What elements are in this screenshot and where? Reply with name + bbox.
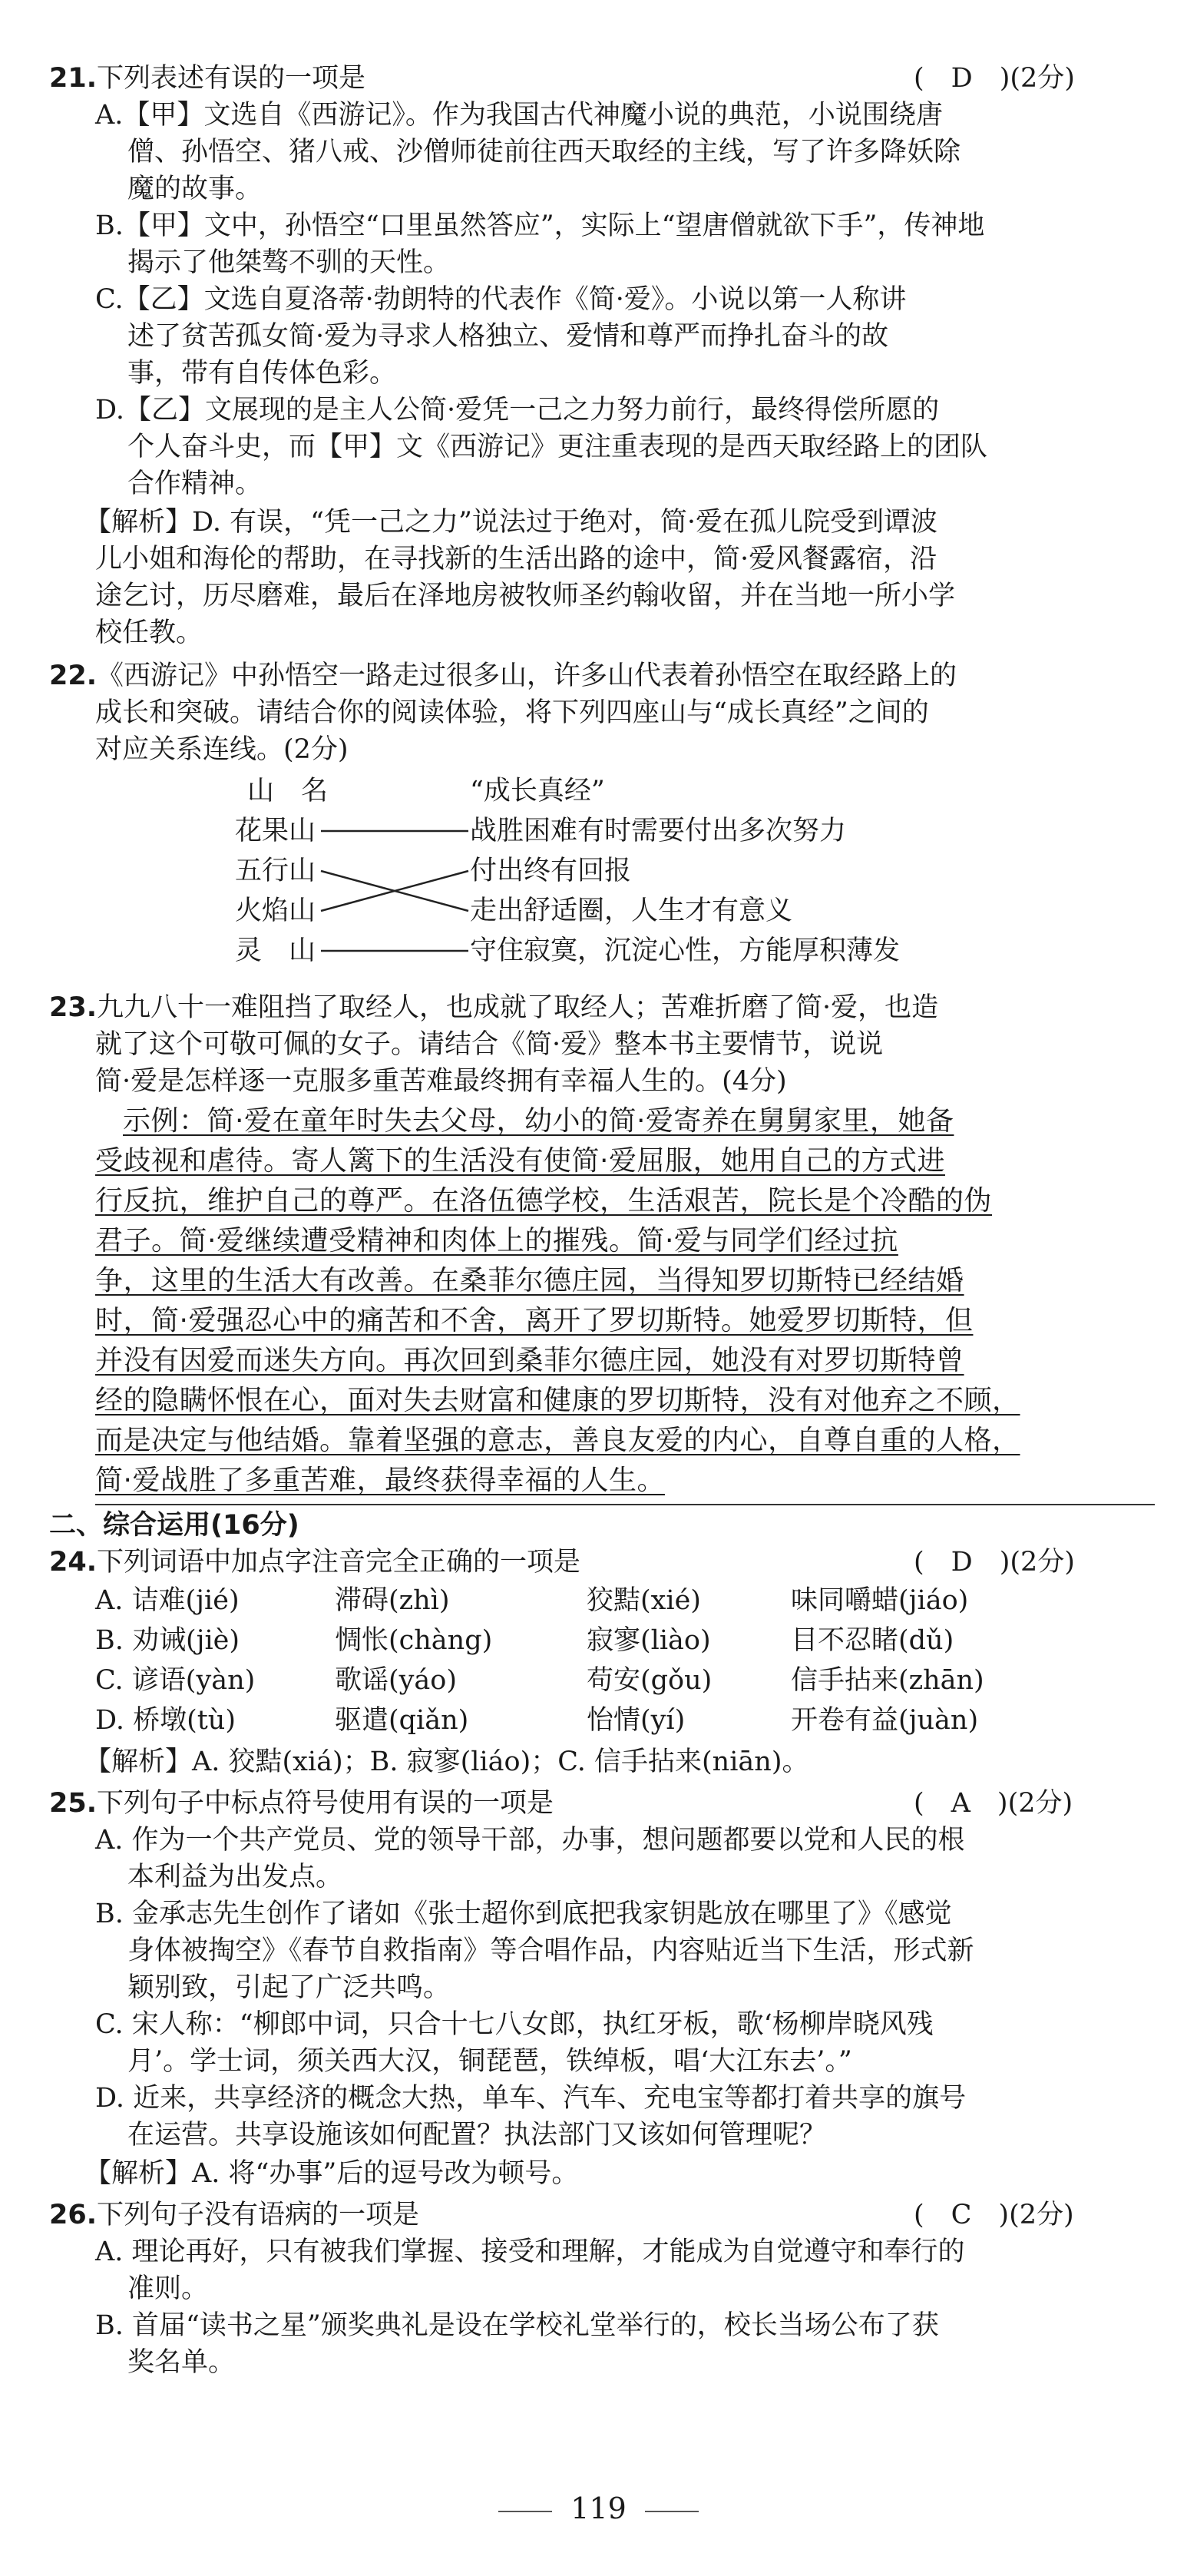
question-number: 24. bbox=[49, 1547, 98, 1578]
question-text: 九九八十一难阻挡了取经人，也成就了取经人；苦难折磨了简·爱，也造 bbox=[97, 992, 939, 1023]
option-line: 身体被掏空》《春节自救指南》等合唱作品，内容贴近当下生活，形式新 bbox=[127, 1935, 974, 1966]
truth-1: 战胜困难有时需要付出多次努力 bbox=[470, 816, 847, 846]
option-cell: 狡黠(xié) bbox=[587, 1585, 701, 1616]
footer-dash bbox=[645, 2511, 699, 2512]
option-line: 在运营。共享设施该如何配置？执法部门又该如何管理呢？ bbox=[127, 2120, 827, 2151]
q21-answer: ( D )(2分) bbox=[914, 63, 1075, 94]
option-cell: 开卷有益(juàn) bbox=[791, 1705, 979, 1736]
option-line: 述了贫苦孤女简·爱为寻求人格独立、爱情和尊严而挣扎奋斗的故 bbox=[127, 321, 889, 352]
option-cell: 怡情(yí) bbox=[587, 1705, 686, 1736]
page-number: 119 bbox=[570, 2492, 627, 2525]
question-number: 25. bbox=[49, 1788, 98, 1819]
analysis-line: 儿小姐和海伦的帮助，在寻找新的生活出路的途中，简·爱风餐露宿，沿 bbox=[95, 544, 937, 574]
question-number: 26. bbox=[49, 2200, 98, 2230]
matching-right-header: “成长真经” bbox=[470, 776, 605, 806]
section-heading: 二、综合运用(16分) bbox=[49, 1510, 299, 1541]
option-cell: 味同嚼蜡(jiáo) bbox=[791, 1585, 969, 1616]
option-cell: 寂寥(liào) bbox=[587, 1625, 711, 1656]
question-number: 22. bbox=[49, 661, 98, 691]
option-line: B. 金承志先生创作了诸如《张士超你到底把我家钥匙放在哪里了》《感觉 bbox=[95, 1899, 952, 1929]
handwritten-answer-line: 并没有因爱而迷失方向。再次回到桑菲尔德庄园，她没有对罗切斯特曾 bbox=[95, 1345, 964, 1376]
analysis-line: 校任教。 bbox=[95, 618, 203, 648]
mountain-wuxingshan: 五行山 bbox=[235, 856, 316, 886]
option-cell: 惆怅(chàng) bbox=[335, 1625, 493, 1656]
handwritten-answer-line: 经的隐瞒怀恨在心，面对失去财富和健康的罗切斯特，没有对他弃之不顾， bbox=[95, 1385, 1020, 1416]
option-line: D. 近来，共享经济的概念大热，单车、汽车、充电宝等都打着共享的旗号 bbox=[95, 2083, 967, 2114]
option-line: A. 作为一个共产党员、党的领导干部，办事，想问题都要以党和人民的根 bbox=[95, 1825, 965, 1856]
q23-stem bbox=[49, 991, 938, 1025]
q26-stem bbox=[49, 2198, 419, 2232]
option-line: A. 理论再好，只有被我们掌握、接受和理解，才能成为自觉遵守和奉行的 bbox=[95, 2237, 965, 2267]
question-number: 23. bbox=[49, 992, 98, 1023]
question-text: 对应关系连线。(2分) bbox=[95, 734, 349, 765]
question-number: 21. bbox=[49, 63, 98, 94]
handwritten-answer-line: 君子。简·爱继续遭受精神和肉体上的摧残。简·爱与同学们经过抗 bbox=[95, 1225, 898, 1257]
question-text: 《西游记》中孙悟空一路走过很多山，许多山代表着孙悟空在取经路上的 bbox=[97, 661, 957, 691]
analysis-line: 途乞讨，历尽磨难，最后在泽地房被牧师圣约翰收留，并在当地一所小学 bbox=[95, 581, 956, 611]
option-line: 魔的故事。 bbox=[127, 174, 263, 204]
truth-3: 走出舒适圈，人生才有意义 bbox=[470, 896, 793, 926]
question-text: 就了这个可敬可佩的女子。请结合《简·爱》整本书主要情节，说说 bbox=[95, 1029, 884, 1060]
mountain-lingshan: 灵 山 bbox=[235, 935, 316, 966]
option-line: A.【甲】文选自《西游记》。作为我国古代神魔小说的典范，小说围绕唐 bbox=[95, 100, 943, 131]
handwritten-answer-line: 行反抗，维护自己的尊严。在洛伍德学校，生活艰苦，院长是个冷酷的伪 bbox=[95, 1185, 993, 1217]
option-line: 月’。学士词，须关西大汉，铜琵琶，铁绰板，唱‘大江东去’。” bbox=[127, 2046, 852, 2077]
option-line: B. 首届“读书之星”颁奖典礼是设在学校礼堂举行的，校长当场公布了获 bbox=[95, 2310, 939, 2341]
option-cell: C. 谚语(yàn) bbox=[95, 1665, 256, 1696]
option-cell: D. 桥墩(tù) bbox=[95, 1705, 236, 1736]
option-line: 本利益为出发点。 bbox=[127, 1862, 343, 1892]
answer-underline bbox=[95, 1504, 1155, 1505]
analysis-line: 【解析】A. 狡黠(xiá)；B. 寂寥(liáo)；C. 信手拈来(niān)。 bbox=[84, 1747, 809, 1777]
option-cell: 滞碍(zhì) bbox=[335, 1585, 450, 1616]
option-line: 个人奋斗史，而【甲】文《西游记》更注重表现的是西天取经路上的团队 bbox=[127, 432, 988, 462]
question-text: 下列表述有误的一项是 bbox=[97, 63, 366, 94]
option-line: C. 宋人称：“柳郎中词，只合十七八女郎，执红牙板，歌‘杨柳岸晓风残 bbox=[95, 2009, 934, 2040]
handwritten-answer-line: 示例：简·爱在童年时失去父母，幼小的简·爱寄养在舅舅家里，她备 bbox=[123, 1105, 954, 1137]
q25-stem bbox=[49, 1786, 554, 1820]
question-text: 下列句子没有语病的一项是 bbox=[97, 2200, 420, 2230]
q26-answer: ( C )(2分) bbox=[914, 2200, 1074, 2230]
handwritten-answer-line: 受歧视和虐待。寄人篱下的生活没有使简·爱屈服，她用自己的方式进 bbox=[95, 1145, 945, 1177]
option-cell: A. 诘难(jié) bbox=[95, 1585, 240, 1616]
handwritten-answer-line: 而是决定与他结婚。靠着坚强的意志，善良友爱的内心，自尊自重的人格， bbox=[95, 1425, 1020, 1456]
option-line: C.【乙】文选自夏洛蒂·勃朗特的代表作《简·爱》。小说以第一人称讲 bbox=[95, 284, 907, 315]
handwritten-answer-line: 简·爱战胜了多重苦难，最终获得幸福的人生。 bbox=[95, 1465, 665, 1496]
option-cell: 歌谣(yáo) bbox=[335, 1665, 458, 1696]
q25-answer: ( A )(2分) bbox=[914, 1788, 1073, 1819]
q24-stem bbox=[49, 1545, 580, 1579]
option-cell: 苟安(gǒu) bbox=[587, 1665, 713, 1696]
option-cell: 驱遣(qiǎn) bbox=[335, 1705, 469, 1736]
analysis-line: 【解析】A. 将“办事”后的逗号改为顿号。 bbox=[84, 2158, 579, 2189]
truth-2: 付出终有回报 bbox=[470, 856, 632, 886]
footer-dash bbox=[498, 2511, 552, 2512]
option-line: 僧、孙悟空、猪八戒、沙僧师徒前往西天取经的主线，写了许多降妖除 bbox=[127, 137, 961, 167]
page-number-footer bbox=[0, 2492, 1197, 2525]
option-line: 揭示了他桀骜不驯的天性。 bbox=[127, 247, 451, 278]
option-line: B.【甲】文中，孙悟空“口里虽然答应”，实际上“望唐僧就欲下手”，传神地 bbox=[95, 210, 985, 241]
q24-answer: ( D )(2分) bbox=[914, 1547, 1075, 1578]
option-line: 准则。 bbox=[127, 2273, 209, 2304]
option-cell: 目不忍睹(dǔ) bbox=[791, 1625, 954, 1656]
question-text: 下列词语中加点字注音完全正确的一项是 bbox=[97, 1547, 581, 1578]
option-line: 奖名单。 bbox=[127, 2347, 236, 2378]
question-text: 下列句子中标点符号使用有误的一项是 bbox=[97, 1788, 554, 1819]
mountain-huoyanshan: 火焰山 bbox=[235, 896, 316, 926]
option-line: D.【乙】文展现的是主人公简·爱凭一己之力努力前行，最终得偿所愿的 bbox=[95, 395, 940, 425]
question-text: 简·爱是怎样逐一克服多重苦难最终拥有幸福人生的。(4分) bbox=[95, 1066, 787, 1097]
option-line: 事，带有自传体色彩。 bbox=[127, 358, 397, 389]
option-cell: B. 劝诫(jiè) bbox=[95, 1625, 240, 1656]
matching-left-header: 山 名 bbox=[247, 776, 329, 806]
analysis-line: 【解析】D. 有误，“凭一己之力”说法过于绝对，简·爱在孤儿院受到谭波 bbox=[84, 507, 937, 538]
question-text: 成长和突破。请结合你的阅读体验，将下列四座山与“成长真经”之间的 bbox=[95, 697, 929, 728]
option-line: 颖别致，引起了广泛共鸣。 bbox=[127, 1972, 451, 2003]
handwritten-answer-line: 争，这里的生活大有改善。在桑菲尔德庄园，当得知罗切斯特已经结婚 bbox=[95, 1265, 964, 1296]
option-cell: 信手拈来(zhān) bbox=[791, 1665, 984, 1696]
handwritten-answer-line: 时，简·爱强忍心中的痛苦和不舍，离开了罗切斯特。她爱罗切斯特，但 bbox=[95, 1305, 974, 1336]
mountain-huaguoshan: 花果山 bbox=[235, 816, 316, 846]
truth-4: 守住寂寞，沉淀心性，方能厚积薄发 bbox=[470, 935, 901, 966]
option-line: 合作精神。 bbox=[127, 469, 263, 499]
